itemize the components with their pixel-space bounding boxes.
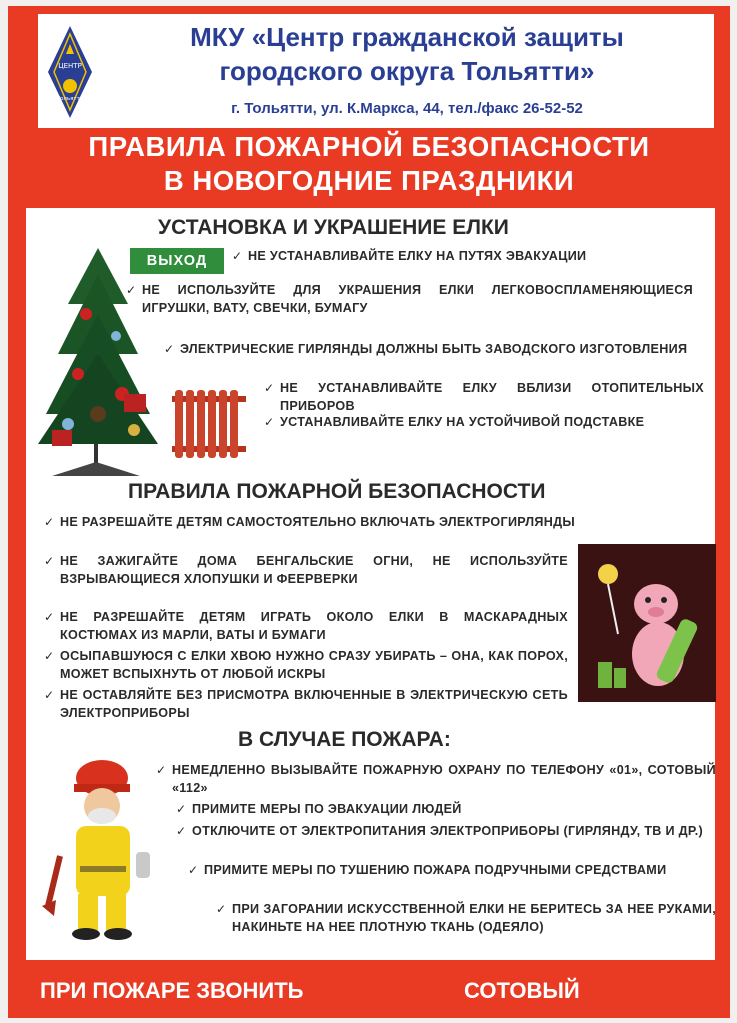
check-icon: ✓ [44,554,55,568]
pig-with-firecracker-illustration [578,544,716,707]
check-icon: ✓ [126,283,137,297]
list-item: ✓ УСТАНАВЛИВАЙТЕ ЕЛКУ НА УСТОЙЧИВОЙ ПОДСТАВКЕ [264,414,714,432]
check-icon: ✓ [232,249,243,263]
check-icon: ✓ [188,863,199,877]
footer-mobile-label: СОТОВЫЙ [464,978,580,1003]
list-item: ✓ НЕ ОСТАВЛЯЙТЕ БЕЗ ПРИСМОТРА ВКЛЮЧЕННЫЕ В ЭЛЕКТРИЧЕСКУЮ СЕТЬ ЭЛЕКТРОПРИБОРЫ [44,688,568,720]
list-item: ✓ ЭЛЕКТРИЧЕСКИЕ ГИРЛЯНДЫ ДОЛЖНЫ БЫТЬ ЗАВОДСКОГО ИЗГОТОВЛЕНИЯ [164,341,704,359]
logo-text-bottom: Тольятти [56,96,84,102]
check-icon: ✓ [216,902,227,916]
content-panel [26,208,715,960]
footer-emergency-numbers [8,958,730,1014]
section-title-tree: УСТАНОВКА И УКРАШЕНИЕ ЕЛКИ [158,216,509,239]
org-name [104,20,710,88]
check-icon: ✓ [176,824,187,838]
list-item: ✓ НЕ ИСПОЛЬЗУЙТЕ ДЛЯ УКРАШЕНИЯ ЕЛКИ ЛЕГКОВОСПЛАМЕНЯЮЩИЕСЯ ИГРУШКИ, ВАТУ, СВЕЧКИ, БУМАГУ [126,283,693,315]
check-icon: ✓ [44,688,55,702]
poster-title-line2: В НОВОГОДНИЕ ПРАЗДНИКИ [163,165,575,196]
poster [8,6,730,1018]
section-title-fire: В СЛУЧАЕ ПОЖАРА: [238,728,451,751]
header-panel [38,14,714,128]
check-icon: ✓ [44,649,55,663]
check-icon: ✓ [44,610,55,624]
list-item: ✓ ПРИ ЗАГОРАНИИ ИСКУССТВЕННОЙ ЕЛКИ НЕ БЕРИТЕСЬ ЗА НЕЕ РУКАМИ, НАКИНЬТЕ НА НЕЕ ПЛОТНУЮ ТКАНЬ (ОДЕЯЛО) [216,902,716,934]
section-title-rules: ПРАВИЛА ПОЖАРНОЙ БЕЗОПАСНОСТИ [128,480,546,503]
radiator-illustration [172,388,246,465]
poster-title [8,130,730,198]
list-item: ✓ НЕ ЗАЖИГАЙТЕ ДОМА БЕНГАЛЬСКИЕ ОГНИ, НЕ ИСПОЛЬЗУЙТЕ ВЗРЫВАЮЩИЕСЯ ХЛОПУШКИ И ФЕЕРВЕРКИ [44,554,568,586]
list-item: ✓ ОТКЛЮЧИТЕ ОТ ЭЛЕКТРОПИТАНИЯ ЭЛЕКТРОПРИБОРЫ (ГИРЛЯНДУ, ТВ И ДР.) [176,823,716,841]
poster-title-line1: ПРАВИЛА ПОЖАРНОЙ БЕЗОПАСНОСТИ [88,131,650,162]
logo-text-top: ЦЕНТР [58,62,82,70]
org-name-line2: городского округа Тольятти» [219,56,595,86]
exit-sign: ВЫХОД [130,248,224,274]
list-item: ✓ ПРИМИТЕ МЕРЫ ПО ТУШЕНИЮ ПОЖАРА ПОДРУЧНЫМИ СРЕДСТВАМИ [188,862,716,880]
org-logo [46,24,94,120]
check-icon: ✓ [44,515,55,529]
check-icon: ✓ [156,763,167,777]
check-icon: ✓ [264,381,275,395]
check-icon: ✓ [164,342,175,356]
list-item: ✓ НЕ УСТАНАВЛИВАЙТЕ ЕЛКУ НА ПУТЯХ ЭВАКУАЦИИ [232,248,692,266]
check-icon: ✓ [264,415,275,429]
list-item: ✓ ОСЫПАВШУЮСЯ С ЕЛКИ ХВОЮ НУЖНО СРАЗУ УБИРАТЬ – ОНА, КАК ПОРОХ, МОЖЕТ ВСПЫХНУТЬ ОТ ЛЮБОЙ ИСКРЫ [44,649,568,681]
list-item: ✓ НЕ УСТАНАВЛИВАЙТЕ ЕЛКУ ВБЛИЗИ ОТОПИТЕЛЬНЫХ ПРИБОРОВ [264,381,704,413]
list-item: ✓ НЕМЕДЛЕННО ВЫЗЫВАЙТЕ ПОЖАРНУЮ ОХРАНУ ПО ТЕЛЕФОНУ «01», СОТОВЫЙ «112» [156,763,716,795]
mobile-number: 112 [616,962,686,1010]
footer-call-label: ПРИ ПОЖАРЕ ЗВОНИТЬ [40,978,304,1003]
firefighter-illustration [40,756,170,947]
check-icon: ✓ [176,802,187,816]
fire-number: 01 [380,962,428,1010]
christmas-tree-illustration [38,244,168,485]
list-item: ✓ НЕ РАЗРЕШАЙТЕ ДЕТЯМ ИГРАТЬ ОКОЛО ЕЛКИ В МАСКАРАДНЫХ КОСТЮМАХ ИЗ МАРЛИ, ВАТЫ И БУМАГИ [44,610,568,642]
org-address: г. Тольятти, ул. К.Маркса, 44, тел./факс 26-52-52 [231,100,583,117]
org-name-line1: МКУ «Центр гражданской защиты [190,22,624,52]
list-item: ✓ ПРИМИТЕ МЕРЫ ПО ЭВАКУАЦИИ ЛЮДЕЙ [176,801,716,819]
list-item: ✓ НЕ РАЗРЕШАЙТЕ ДЕТЯМ САМОСТОЯТЕЛЬНО ВКЛЮЧАТЬ ЭЛЕКТРОГИРЛЯНДЫ [44,514,698,532]
